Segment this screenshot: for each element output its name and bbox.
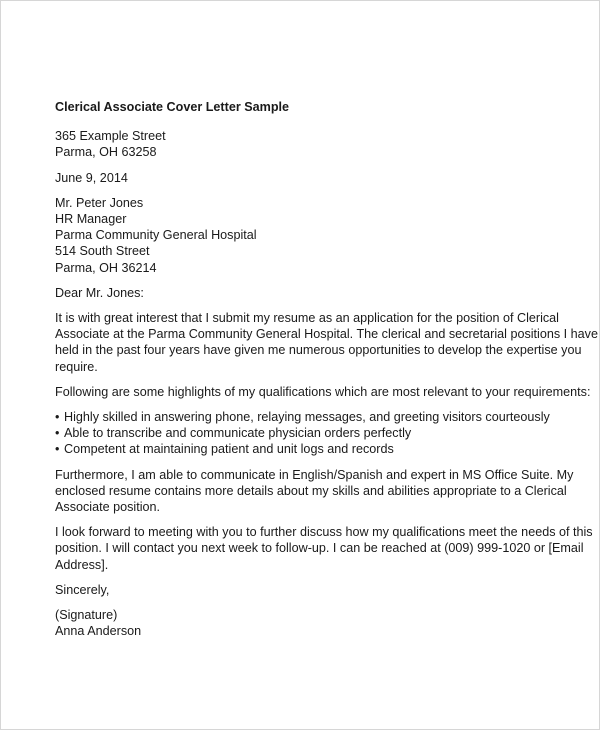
list-item-text: Highly skilled in answering phone, relaying messages, and greeting visitors courteously: [64, 410, 550, 425]
letter-date: [55, 170, 565, 186]
paragraph-line: Furthermore, I am able to communicate in English/Spanish and expert in MS Office Suite. My: [55, 467, 574, 482]
signoff: [55, 582, 565, 598]
highlights-intro-paragraph: [55, 384, 591, 400]
recipient-position: HR Manager: [55, 212, 127, 227]
list-item: [55, 441, 565, 457]
paragraph-line: I look forward to meeting with you to further discuss how my qualifications meet the needs of this: [55, 525, 593, 540]
paragraph-line: It is with great interest that I submit my resume as an application for the position of Clerical: [55, 311, 559, 326]
sender-city: Parma, OH 63258: [55, 145, 157, 160]
paragraph-line: Address].: [55, 557, 109, 572]
paragraph-line: position. I will contact you next week to follow-up. I can be reached at (009) 999-1020 or [Email: [55, 541, 584, 556]
sender-address: [55, 128, 565, 160]
signoff-text: Sincerely,: [55, 582, 110, 597]
recipient-city: Parma, OH 36214: [55, 260, 157, 275]
signature-block: [55, 607, 565, 639]
recipient-name: Mr. Peter Jones: [55, 195, 144, 210]
recipient-organization: Parma Community General Hospital: [55, 228, 257, 243]
document-title: Clerical Associate Cover Letter Sample: [55, 100, 290, 114]
closing-paragraph: [55, 524, 593, 573]
salutation-text: Dear Mr. Jones:: [55, 285, 144, 300]
salutation: [55, 285, 565, 301]
list-item-text: Competent at maintaining patient and unit logs and records: [64, 442, 394, 457]
bullet-icon: •: [55, 410, 60, 425]
list-item: [55, 425, 565, 441]
list-item-text: Able to transcribe and communicate physician orders perfectly: [64, 426, 412, 441]
paragraph-line: Associate at the Parma Community General Hospital. The clerical and secretarial positions I have: [55, 327, 598, 342]
recipient-address: [55, 195, 565, 276]
intro-paragraph: [55, 310, 598, 375]
signature-placeholder: (Signature): [55, 608, 118, 623]
paragraph-line: Associate position.: [55, 500, 161, 515]
bullet-icon: •: [55, 442, 60, 457]
cover-letter: [55, 99, 598, 648]
sender-street: 365 Example Street: [55, 129, 166, 144]
list-item: [55, 409, 565, 425]
bullet-icon: •: [55, 426, 60, 441]
paragraph-line: Following are some highlights of my qualifications which are most relevant to your requirements:: [55, 384, 591, 399]
qualifications-list: [55, 409, 565, 458]
date-text: June 9, 2014: [55, 170, 128, 185]
furthermore-paragraph: [55, 467, 574, 516]
signer-name: Anna Anderson: [55, 624, 142, 639]
paragraph-line: held in the past four years have given me numerous opportunities to develop the expertise you: [55, 343, 582, 358]
paragraph-line: enclosed resume contains more details about my skills and abilities appropriate to a Clerical: [55, 483, 567, 498]
paragraph-line: require.: [55, 359, 98, 374]
recipient-street: 514 South Street: [55, 244, 150, 259]
